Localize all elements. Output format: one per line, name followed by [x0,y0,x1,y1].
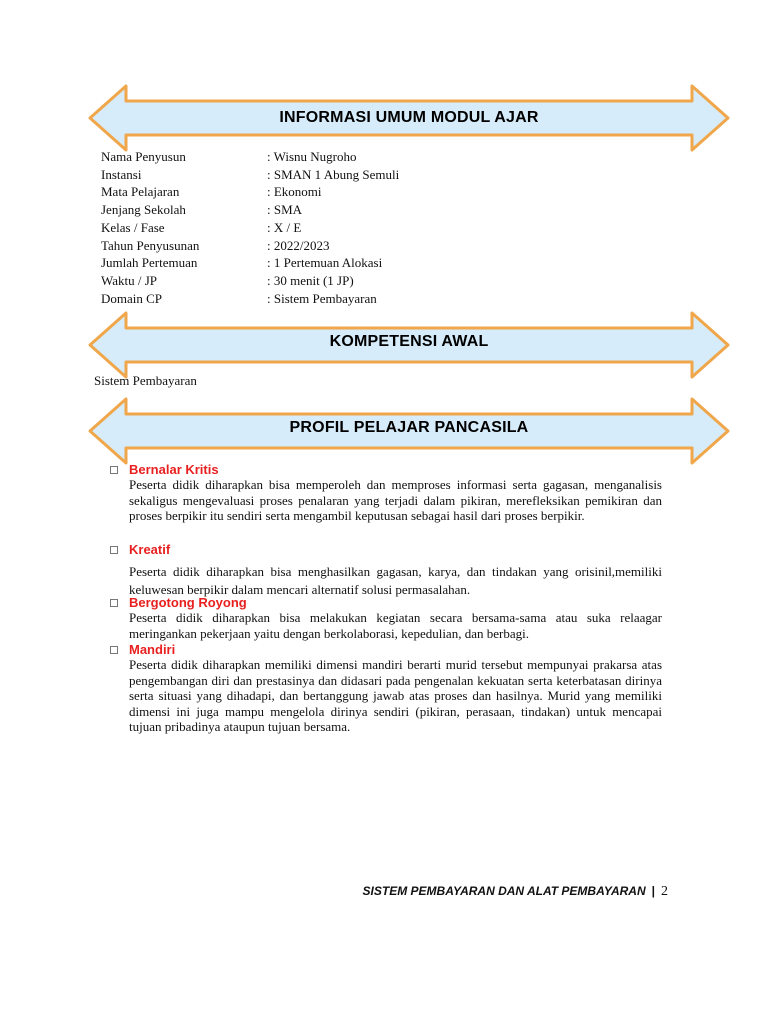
profil-description: Peserta didik diharapkan bisa menghasilkan gagasan, karya, dan tindakan yang orisinil,memiliki keluwesan berpikir dalam mencari alternatif solusi permasalahan. [129,564,662,597]
info-row [101,254,399,272]
info-label: Waktu / JP [101,272,158,288]
page-number: 2 [661,884,668,899]
info-value: : 2022/2023 [267,237,330,253]
info-value: : SMAN 1 Abung Semuli [267,166,400,182]
info-value: : Ekonomi [267,184,322,200]
info-label: Tahun Penyusunan [101,237,200,253]
profil-description: Peserta didik diharapkan memiliki dimensi mandiri berarti murid tersebut mempunyai prakarsa atas pengembangan diri dan prestasinya dan didasari pada pengenalan kekuatan serta keterbatasan dirinya serta situasi yang dihadapi, dan bertanggung jawab atas proses dan hasilnya. Murid yang memiliki dimensi ini juga mampu mengelola dirinya sendiri (pikiran, perasaan, tindakan) untuk mencapai tujuan pribadinya ataupun tujuan bersama. [129,657,662,734]
info-value: : SMA [267,202,303,218]
info-value: : 1 Pertemuan Alokasi [267,255,383,271]
profil-title: Bergotong Royong [129,595,247,610]
profil-item [110,595,662,641]
profil-heading [110,542,662,557]
footer-title: SISTEM PEMBAYARAN DAN ALAT PEMBAYARAN [362,884,646,898]
info-label: Instansi [101,166,142,182]
info-row [101,166,399,184]
profil-description: Peserta didik diharapkan bisa memperoleh dan memproses informasi serta gagasan, menganalisis sekaligus mengevaluasi proses penalaran yang terjadi dalam pikiran, merefleksikan pemikiran dan proses berpikir itu sendiri serta mengambil keputusan sebagai hasil dari proses berpikir. [129,477,662,523]
profil-heading [110,595,662,610]
kompetensi-awal-text: Sistem Pembayaran [94,373,197,388]
profil-title: Kreatif [129,542,171,557]
banner-title: KOMPETENSI AWAL [329,333,489,350]
info-label: Mata Pelajaran [101,184,180,200]
profil-title: Bernalar Kritis [129,462,219,477]
info-label: Domain CP [101,290,163,306]
banner-title: INFORMASI UMUM MODUL AJAR [279,109,539,126]
info-label: Kelas / Fase [101,219,165,235]
info-table [101,148,399,307]
info-row [101,201,399,219]
profil-item [110,642,662,735]
profil-item [110,542,662,599]
info-label: Nama Penyusun [101,149,186,164]
profil-item [110,462,662,524]
banner-title: PROFIL PELAJAR PANCASILA [289,419,529,436]
info-label: Jenjang Sekolah [101,202,186,218]
profil-heading [110,462,662,477]
checkbox-bullet-icon [110,466,118,474]
footer-separator: | [651,884,655,898]
profil-heading [110,642,662,657]
banner-kompetensi-awal [88,311,730,379]
profil-title: Mandiri [129,642,176,657]
banner-profil-pelajar-pancasila [88,397,730,465]
profil-description: Peserta didik diharapkan bisa melakukan kegiatan secara bersama-sama atau suka relaagar meringankan pekerjaan yaitu dengan berkolaborasi, kepedulian, dan berbagi. [129,610,662,641]
info-value: : Sistem Pembayaran [267,290,377,306]
info-row [101,290,399,308]
info-value: : X / E [267,219,302,235]
checkbox-bullet-icon [110,599,118,607]
checkbox-bullet-icon [110,646,118,654]
info-row [101,219,399,237]
info-row [101,237,399,255]
info-row [101,148,399,166]
info-value: : Wisnu Nugroho [267,149,357,164]
banner-informasi-umum [88,84,730,152]
info-row [101,183,399,201]
info-row [101,272,399,290]
info-value: : 30 menit (1 JP) [267,272,354,288]
page-footer [363,884,668,900]
checkbox-bullet-icon [110,546,118,554]
info-label: Jumlah Pertemuan [101,255,198,271]
